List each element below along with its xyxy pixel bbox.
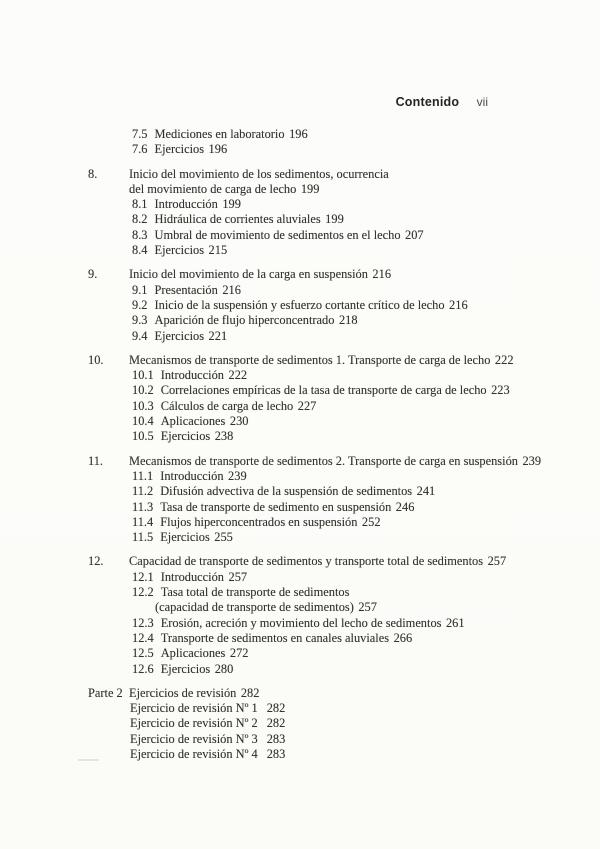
toc-line <box>129 530 574 545</box>
entry-text: Tasa total de transporte de sedimentos <box>160 585 350 600</box>
section-number: 12.1 <box>132 569 154 584</box>
toc-line <box>129 212 574 227</box>
toc-line <box>129 616 574 631</box>
section-number: 9.2 <box>132 297 148 312</box>
entry-text: Ejercicios <box>160 661 211 676</box>
entry-page-number: 216 <box>449 297 468 312</box>
chapter-content <box>129 127 574 158</box>
toc-block <box>88 267 574 343</box>
entry-page-number: 199 <box>300 181 320 196</box>
entry-page-number: 261 <box>445 615 465 630</box>
toc-line <box>129 515 574 530</box>
entry-text: Ejercicios <box>154 243 205 258</box>
toc-block <box>88 554 574 676</box>
entry-page-number: 221 <box>208 328 228 343</box>
entry-page-number: 207 <box>405 227 424 242</box>
running-head-page-number: vii <box>476 95 488 109</box>
entry-page-number: 216 <box>222 282 241 297</box>
entry-page-number: 199 <box>222 197 241 212</box>
entry-text: Ejercicio de revisión Nº 4 <box>130 746 258 761</box>
entry-text: Ejercicio de revisión Nº 2 <box>130 716 258 731</box>
section-number: 12.6 <box>132 661 154 676</box>
entry-text: (capacidad de transporte de sedimentos) <box>155 600 354 615</box>
entry-text: Introducción <box>160 569 224 584</box>
chapter-content <box>129 353 574 445</box>
chapter-label: 12. <box>88 554 104 569</box>
toc-line <box>129 298 574 313</box>
toc-line <box>129 283 574 298</box>
toc-block <box>88 353 574 445</box>
section-number: 10.2 <box>132 383 154 398</box>
section-number: 12.3 <box>132 615 154 630</box>
entry-text: Umbral de movimiento de sedimentos en el lecho <box>154 227 401 242</box>
entry-text: Correlaciones empíricas de la tasa de transporte de carga de lecho <box>160 383 487 398</box>
toc-line <box>129 554 574 569</box>
toc-line <box>129 585 574 600</box>
section-number: 10.5 <box>132 429 154 444</box>
toc-block <box>88 127 574 158</box>
chapter-title-text: Mecanismos de transporte de sedimentos 1. Transporte de carga de lecho <box>129 352 491 367</box>
entry-text: Ejercicios <box>154 142 205 157</box>
toc-line <box>129 414 574 429</box>
entry-text: Mediciones en laboratorio <box>154 127 285 141</box>
toc-line <box>129 329 574 344</box>
section-number: 11.2 <box>132 484 154 499</box>
toc-line <box>129 646 574 661</box>
toc-line <box>129 732 574 747</box>
chapter-label: 10. <box>88 352 104 367</box>
entry-text: Difusión advectiva de la suspensión de sedimentos <box>160 484 413 499</box>
toc-line <box>129 716 574 731</box>
entry-page-number: 266 <box>393 630 413 645</box>
chapter-content <box>129 167 574 259</box>
section-number: 11.1 <box>132 468 154 483</box>
toc-line <box>129 484 574 499</box>
toc-line <box>129 686 574 701</box>
toc-line <box>129 600 574 615</box>
entry-page-number: 255 <box>214 530 233 545</box>
chapter-content <box>129 267 574 343</box>
entry-page-number: 257 <box>487 554 507 569</box>
chapter-content <box>129 454 574 546</box>
toc-line <box>129 167 574 182</box>
toc-line <box>129 267 574 282</box>
section-number: 12.2 <box>132 585 154 600</box>
toc-line <box>129 313 574 328</box>
entry-page-number: 222 <box>494 352 514 367</box>
section-number: 7.6 <box>132 142 148 157</box>
entry-text: Ejercicios <box>160 530 210 545</box>
toc-line <box>129 631 574 646</box>
chapter-title-text: Ejercicios de revisión <box>129 685 237 700</box>
entry-page-number: 246 <box>395 499 415 514</box>
toc-line <box>129 454 574 469</box>
toc-line <box>129 127 574 142</box>
chapter-title-text: Mecanismos de transporte de sedimentos 2. Transporte de carga en suspensión <box>129 453 518 468</box>
entry-text: Ejercicio de revisión Nº 1 <box>130 701 258 716</box>
section-number: 8.3 <box>132 227 148 242</box>
section-number: 12.4 <box>132 630 154 645</box>
toc-line <box>129 662 574 677</box>
toc-block <box>88 686 574 762</box>
toc-line <box>129 383 574 398</box>
entry-text: Hidráulica de corrientes aluviales <box>154 212 321 227</box>
chapter-label: Parte 2 <box>88 685 123 700</box>
entry-page-number: 257 <box>358 600 377 615</box>
chapter-title-text: Capacidad de transporte de sedimentos y transporte total de sedimentos <box>129 554 484 569</box>
running-head <box>396 95 488 109</box>
entry-page-number: 239 <box>522 453 542 468</box>
chapter-label: 8. <box>88 166 98 181</box>
entry-page-number: 218 <box>338 313 358 328</box>
chapter-content <box>129 686 574 762</box>
toc-block <box>88 167 574 259</box>
toc-line <box>129 182 574 197</box>
entry-page-number: 280 <box>214 661 234 676</box>
entry-text: Ejercicios <box>154 328 205 343</box>
toc-line <box>129 142 574 157</box>
toc-line <box>129 353 574 368</box>
chapter-content <box>129 554 574 676</box>
toc-line <box>129 243 574 258</box>
toc-line <box>129 500 574 515</box>
section-number: 10.3 <box>132 398 154 413</box>
entry-page-number: 257 <box>228 569 248 584</box>
toc-line <box>129 747 574 762</box>
entry-page-number: 196 <box>208 142 228 157</box>
entry-text: Erosión, acreción y movimiento del lecho de sedimentos <box>160 615 442 630</box>
toc-line <box>129 701 574 716</box>
section-number: 11.5 <box>132 530 154 545</box>
entry-page-number: 272 <box>229 646 249 661</box>
chapter-title-text: del movimiento de carga de lecho <box>129 181 297 196</box>
entry-page-number: 283 <box>266 731 286 746</box>
section-number: 10.4 <box>132 414 154 429</box>
entry-page-number: 252 <box>361 514 381 529</box>
section-number: 9.1 <box>132 282 148 297</box>
entry-page-number: 199 <box>325 212 344 227</box>
entry-page-number: 216 <box>372 267 392 282</box>
section-number: 9.4 <box>132 328 148 343</box>
section-number: 11.3 <box>132 499 154 514</box>
entry-text: Inicio de la suspensión y esfuerzo cortante crítico de lecho <box>154 297 445 312</box>
chapter-label: 11. <box>88 453 104 468</box>
chapter-title-text: Inicio del movimiento de la carga en suspensión <box>129 267 368 282</box>
toc-line <box>129 429 574 444</box>
toc-line <box>129 469 574 484</box>
entry-page-number: 215 <box>208 243 228 258</box>
section-number: 8.2 <box>132 212 148 227</box>
entry-page-number: 222 <box>228 368 248 383</box>
section-number: 10.1 <box>132 368 154 383</box>
entry-text: Presentación <box>154 282 218 297</box>
entry-page-number: 196 <box>289 127 308 141</box>
section-number: 11.4 <box>132 514 154 529</box>
section-number: 12.5 <box>132 646 154 661</box>
entry-text: Ejercicios <box>160 429 211 444</box>
toc-block <box>88 454 574 546</box>
section-number: 9.3 <box>132 313 148 328</box>
entry-text: Aparición de flujo hiperconcentrado <box>154 313 335 328</box>
entry-text: Aplicaciones <box>160 414 226 429</box>
toc-line <box>129 570 574 585</box>
chapter-title-text: Inicio del movimiento de los sedimentos, ocurrencia <box>129 166 389 181</box>
chapter-label: 9. <box>88 267 98 282</box>
entry-page-number: 238 <box>214 429 234 444</box>
entry-page-number: 223 <box>491 383 510 398</box>
entry-page-number: 227 <box>297 398 317 413</box>
scan-artifact-line <box>78 759 99 761</box>
entry-page-number: 282 <box>240 685 260 700</box>
table-of-contents <box>88 127 574 762</box>
entry-text: Aplicaciones <box>160 646 226 661</box>
entry-text: Introducción <box>160 468 224 483</box>
section-number: 8.1 <box>132 197 148 212</box>
toc-line <box>129 399 574 414</box>
entry-text: Transporte de sedimentos en canales aluviales <box>160 630 390 645</box>
toc-line <box>129 228 574 243</box>
entry-text: Introducción <box>160 368 224 383</box>
entry-text: Tasa de transporte de sedimento en suspensión <box>160 499 392 514</box>
entry-text: Flujos hiperconcentrados en suspensión <box>160 514 358 529</box>
entry-page-number: 283 <box>266 746 286 761</box>
section-number: 8.4 <box>132 243 148 258</box>
entry-page-number: 282 <box>266 701 286 716</box>
entry-page-number: 241 <box>416 484 436 499</box>
entry-page-number: 282 <box>266 716 286 731</box>
entry-text: Introducción <box>154 197 218 212</box>
running-head-title: Contenido <box>395 95 460 109</box>
entry-text: Ejercicio de revisión Nº 3 <box>130 731 258 746</box>
section-number: 7.5 <box>132 127 148 141</box>
entry-page-number: 239 <box>228 468 247 483</box>
toc-line <box>129 197 574 212</box>
toc-line <box>129 368 574 383</box>
entry-page-number: 230 <box>229 414 249 429</box>
entry-text: Cálculos de carga de lecho <box>160 398 294 413</box>
